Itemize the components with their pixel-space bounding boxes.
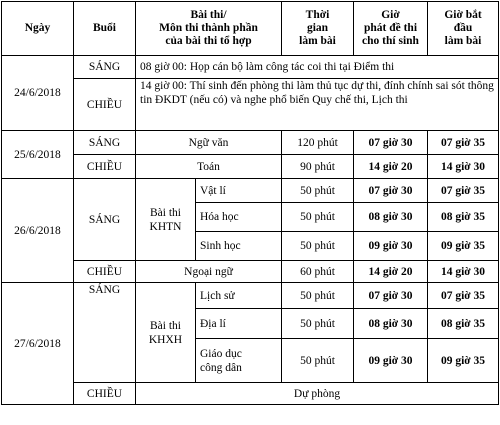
session-cell: CHIỀU [74, 79, 136, 131]
duration-cell: 50 phút [282, 339, 354, 383]
table-row [2, 283, 499, 309]
table-row [2, 56, 499, 79]
header-thoi-gian: Thời gian làm bài [282, 2, 354, 56]
subject-cell: Ngoại ngữ [136, 261, 282, 283]
event-text: 14 giờ 00: Thí sinh đến phòng thi làm thủ tục dự thi, đính chính sai sót thông tin ĐKDT (nếu có) và nghe phổ biến Quy chế thi, Lịch thi [136, 79, 499, 131]
session-cell: SÁNG [74, 179, 136, 261]
distribute-time-cell: 08 giờ 30 [354, 203, 428, 232]
start-time-cell: 14 giờ 30 [428, 261, 499, 283]
start-time-cell: 08 giờ 35 [428, 309, 499, 339]
session-cell: CHIỀU [74, 155, 136, 179]
header-buoi: Buổi [74, 2, 136, 56]
distribute-time-cell: 07 giờ 30 [354, 283, 428, 309]
subject-cell: Ngữ văn [136, 131, 282, 155]
session-cell: CHIỀU [74, 261, 136, 283]
start-time-cell: 09 giờ 35 [428, 339, 499, 383]
duration-cell: 50 phút [282, 179, 354, 203]
header-gio-bat-dau: Giờ bắt đầu làm bài [428, 2, 499, 56]
start-time-cell: 07 giờ 35 [428, 179, 499, 203]
session-cell: SÁNG [74, 56, 136, 79]
header-row [2, 2, 499, 56]
subject-cell: Vật lí [196, 179, 282, 203]
event-text: 08 giờ 00: Họp cán bộ làm công tác coi thi tại Điểm thi [136, 56, 499, 79]
duration-cell: 120 phút [282, 131, 354, 155]
distribute-time-cell: 07 giờ 30 [354, 131, 428, 155]
distribute-time-cell: 14 giờ 20 [354, 155, 428, 179]
session-cell: CHIỀU [74, 383, 136, 405]
distribute-time-cell: 14 giờ 20 [354, 261, 428, 283]
date-cell: 25/6/2018 [2, 131, 74, 179]
start-time-cell: 07 giờ 35 [428, 131, 499, 155]
start-time-cell: 09 giờ 35 [428, 232, 499, 261]
duration-cell: 50 phút [282, 283, 354, 309]
exam-schedule-table [1, 1, 499, 405]
date-cell: 27/6/2018 [2, 283, 74, 405]
distribute-time-cell: 08 giờ 30 [354, 309, 428, 339]
distribute-time-cell: 09 giờ 30 [354, 339, 428, 383]
table-row [2, 131, 499, 155]
table-row [2, 79, 499, 131]
header-ngay: Ngày [2, 2, 74, 56]
duration-cell: 50 phút [282, 309, 354, 339]
exam-group-cell: Bài thi KHTN [136, 179, 196, 261]
header-gio-phat-de: Giờ phát đề thi cho thí sinh [354, 2, 428, 56]
distribute-time-cell: 09 giờ 30 [354, 232, 428, 261]
header-bai-thi: Bài thi/ Môn thi thành phần của bài thi tổ hợp [136, 2, 282, 56]
table-row [2, 155, 499, 179]
subject-cell: Toán [136, 155, 282, 179]
duration-cell: 50 phút [282, 203, 354, 232]
start-time-cell: 08 giờ 35 [428, 203, 499, 232]
start-time-cell: 07 giờ 35 [428, 283, 499, 309]
duration-cell: 50 phút [282, 232, 354, 261]
subject-cell: Giáo dục công dân [196, 339, 282, 383]
duration-cell: 60 phút [282, 261, 354, 283]
table-row [2, 383, 499, 405]
date-cell: 24/6/2018 [2, 56, 74, 131]
start-time-cell: 14 giờ 30 [428, 155, 499, 179]
table-row [2, 261, 499, 283]
subject-cell: Địa lí [196, 309, 282, 339]
date-cell: 26/6/2018 [2, 179, 74, 283]
session-cell: SÁNG [74, 283, 136, 383]
subject-cell: Hóa học [196, 203, 282, 232]
duration-cell: 90 phút [282, 155, 354, 179]
distribute-time-cell: 07 giờ 30 [354, 179, 428, 203]
subject-cell: Lịch sử [196, 283, 282, 309]
reserve-cell: Dự phòng [136, 383, 499, 405]
exam-group-cell: Bài thi KHXH [136, 283, 196, 383]
table-row [2, 179, 499, 203]
session-cell: SÁNG [74, 131, 136, 155]
subject-cell: Sinh học [196, 232, 282, 261]
